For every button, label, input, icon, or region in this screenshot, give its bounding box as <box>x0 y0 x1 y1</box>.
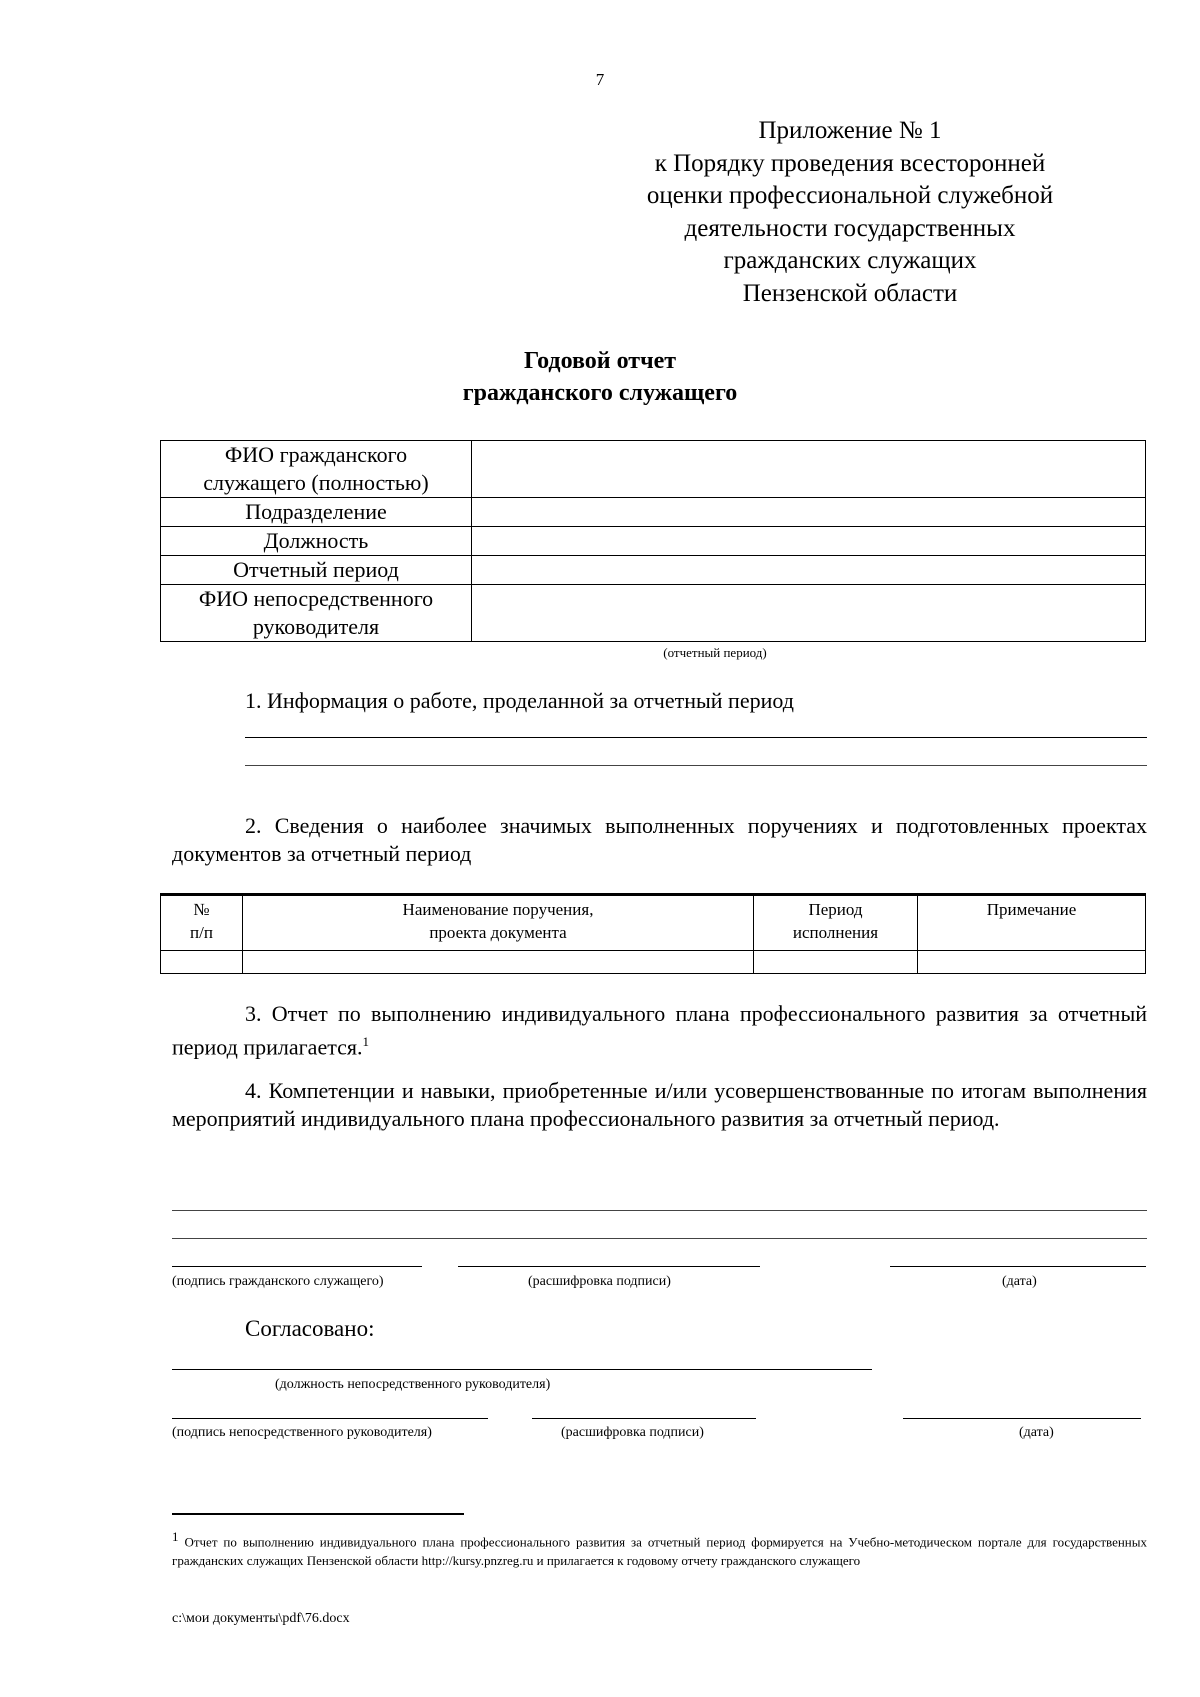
manager-signature-decode-line[interactable] <box>532 1418 756 1419</box>
section-1-heading: 1. Информация о работе, проделанной за отчетный период <box>245 688 794 713</box>
column-header-line: Примечание <box>986 900 1077 919</box>
info-label <box>161 441 472 498</box>
file-path: c:\мои документы\pdf\76.docx <box>172 1611 350 1626</box>
table-row <box>161 527 1146 556</box>
table-row <box>161 585 1146 642</box>
appendix-title: Приложение № 1 <box>758 117 942 144</box>
info-label-line: ФИО гражданского <box>224 442 408 467</box>
table-header-row <box>161 895 1146 951</box>
table-cell[interactable] <box>754 951 918 974</box>
manager-signature-caption: (подпись непосредственного руководителя) <box>172 1425 432 1440</box>
blank-line[interactable] <box>172 1210 1147 1211</box>
info-label: Отчетный период <box>161 556 472 585</box>
info-label-line: руководителя <box>252 614 380 639</box>
info-label <box>161 585 472 642</box>
appendix-line: гражданских служащих <box>723 247 977 275</box>
manager-signature-line[interactable] <box>172 1418 488 1419</box>
date-caption: (дата) <box>1002 1274 1037 1289</box>
period-note: (отчетный период) <box>663 645 767 660</box>
footnote <box>172 1527 1147 1570</box>
table-cell[interactable] <box>918 951 1146 974</box>
footnote-mark: 1 <box>172 1529 179 1544</box>
info-label-line: ФИО непосредственного <box>198 586 434 611</box>
table-cell[interactable] <box>243 951 754 974</box>
column-header-line: проекта документа <box>429 923 567 942</box>
column-header <box>754 895 918 951</box>
manager-position-line[interactable] <box>172 1369 872 1370</box>
table-row <box>161 951 1146 974</box>
table-row <box>161 498 1146 527</box>
appendix-header <box>620 115 1080 311</box>
column-header-line: Период <box>808 900 863 919</box>
blank-line[interactable] <box>245 765 1147 766</box>
column-header-line: № <box>193 900 210 919</box>
appendix-line: деятельности государственных <box>684 214 1016 242</box>
info-label: Подразделение <box>161 498 472 527</box>
manager-signature-decode-caption: (расшифровка подписи) <box>561 1425 704 1440</box>
manager-position-caption: (должность непосредственного руководителя) <box>275 1377 551 1392</box>
document-title-line1: Годовой отчет <box>523 348 677 374</box>
page-number: 7 <box>595 70 605 89</box>
blank-line[interactable] <box>245 737 1147 738</box>
table-row <box>161 441 1146 498</box>
footnote-reference[interactable]: 1 <box>362 1034 369 1049</box>
section-2-heading: 2. Сведения о наиболее значимых выполненных поручениях и подготовленных проектах документов за отчетный период <box>172 813 1147 866</box>
info-value-department[interactable] <box>472 498 1146 527</box>
section-3-body: 3. Отчет по выполнению индивидуального плана профессионального развития за отчетный период прилагается. <box>172 1001 1147 1060</box>
info-value-position[interactable] <box>472 527 1146 556</box>
manager-date-caption: (дата) <box>1019 1425 1054 1440</box>
appendix-line: Пензенской области <box>742 279 958 307</box>
employee-signature-caption: (подпись гражданского служащего) <box>172 1274 384 1289</box>
section-3-text <box>172 1000 1147 1061</box>
column-header <box>161 895 243 951</box>
info-value-period[interactable] <box>472 556 1146 585</box>
agreed-label: Согласовано: <box>245 1316 375 1341</box>
column-header-line: Наименование поручения, <box>402 900 594 919</box>
column-header <box>243 895 754 951</box>
appendix-line: к Порядку проведения всесторонней <box>654 149 1046 177</box>
tasks-table <box>160 893 1146 974</box>
column-header <box>918 895 1146 951</box>
signature-decode-line[interactable] <box>458 1266 760 1267</box>
signature-line[interactable] <box>172 1266 422 1267</box>
footnote-separator <box>172 1513 464 1515</box>
appendix-line: оценки профессиональной служебной <box>646 182 1054 210</box>
table-row <box>161 556 1146 585</box>
info-value-manager[interactable] <box>472 585 1146 642</box>
column-header-line: п/п <box>190 923 213 942</box>
manager-date-line[interactable] <box>903 1418 1141 1419</box>
employee-info-table <box>160 440 1146 642</box>
document-title <box>0 345 1200 409</box>
footnote-text: Отчет по выполнению индивидуального плана профессионального развития за отчетный период формируется на Учебно-методическом портале для государственных гражданских служащих Пензенской области http://kursy.pnzreg.ru и прилагается к годовому отчету гражданского служащего <box>172 1534 1147 1569</box>
info-label: Должность <box>161 527 472 556</box>
document-title-line2: гражданского служащего <box>462 380 738 406</box>
blank-line[interactable] <box>172 1238 1147 1239</box>
column-header-line: исполнения <box>792 923 879 942</box>
info-label-line: служащего (полностью) <box>203 470 429 495</box>
section-4-text: 4. Компетенции и навыки, приобретенные и/или усовершенствованные по итогам выполнения мероприятий индивидуального плана профессионального развития за отчетный период. <box>172 1078 1147 1131</box>
date-line[interactable] <box>890 1266 1146 1267</box>
info-value-fullname[interactable] <box>472 441 1146 498</box>
table-cell[interactable] <box>161 951 243 974</box>
signature-decode-caption: (расшифровка подписи) <box>528 1274 671 1289</box>
